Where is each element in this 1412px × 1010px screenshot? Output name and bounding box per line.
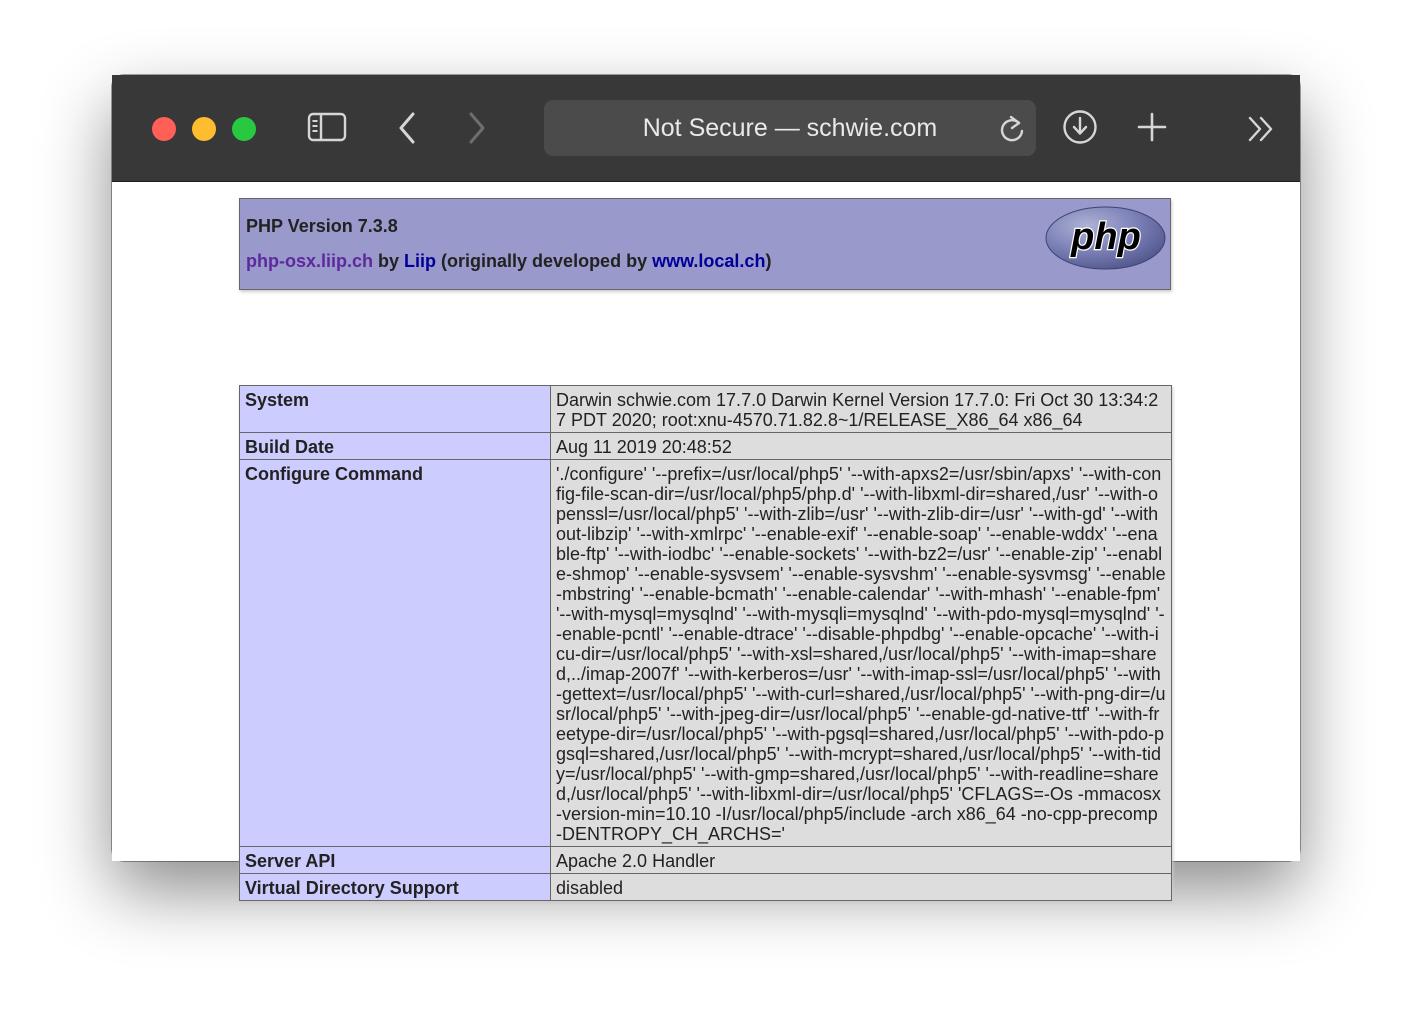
chevron-right-icon[interactable] xyxy=(466,111,488,145)
info-table xyxy=(239,385,1172,901)
plus-icon[interactable] xyxy=(1137,112,1167,142)
chevron-left-icon[interactable] xyxy=(396,111,418,145)
sidebar-icon[interactable] xyxy=(307,111,347,143)
svg-text:php: php xyxy=(1071,216,1141,258)
row-value: './configure' '--prefix=/usr/local/php5' '--with-apxs2=/usr/sbin/apxs' '--with-config-file-scan-dir=/usr/local/php5/php.d' '--with-libxml-dir=shared,/usr' '--with-openssl=/usr/local/php5' '--with-zlib=/usr' '--with-zlib-dir=/usr' '--with-gd' '--without-libzip' '--with-xmlrpc' '--enable-exif' '--enable-soap' '--enable-wddx' '--enable-ftp' '--with-iodbc' '--enable-sockets' '--with-bz2=/usr' '--enable-zip' '--enable-shmop' '--enable-sysvsem' '--enable-sysvshm' '--enable-sysvmsg' '--enable-mbstring' '--enable-bcmath' '--enable-calendar' '--with-mhash' '--enable-fpm' '--with-mysql=mysqlnd' '--with-mysqli=mysqlnd' '--with-pdo-mysql=mysqlnd' '--enable-pcntl' '--enable-dtrace' '--disable-phpdbg' '--enable-opcache' '--with-icu-dir=/usr/local/php5' '--with-xsl=shared,/usr/local/php5' '--with-imap=shared,../imap-2007f' '--with-kerberos=/usr' '--with-imap-ssl=/usr/local/php5' '--with-gettext=/usr/local/php5' '--with-curl=shared,/usr/local/php5' '--with-png-dir=/usr/local/php5' '--with-jpeg-dir=/usr/local/php5' '--enable-gd-native-ttf' '--with-freetype-dir=/usr/local/php5' '--with-pgsql=shared,/usr/local/php5' '--with-pdo-pgsql=shared,/usr/local/php5' '--with-mcrypt=shared,/usr/local/php5' '--with-tidy=/usr/local/php5' '--with-gmp=shared,/usr/local/php5' '--with-readline=shared,/usr/local/php5' '--with-libxml-dir=/usr/local/php5' 'CFLAGS=-Os -mmacosx-version-min=10.10 -I/usr/local/php5/include -arch x86_64 -no-cpp-precomp -DENTROPY_CH_ARCHS=' xyxy=(551,460,1172,847)
row-value: Aug 11 2019 20:48:52 xyxy=(551,433,1172,460)
php-version-title: PHP Version 7.3.8 xyxy=(246,216,398,236)
row-key: Server API xyxy=(240,847,551,874)
php-osx-link[interactable]: php-osx.liip.ch xyxy=(246,251,374,271)
phpinfo-header xyxy=(239,198,1171,290)
row-key: System xyxy=(240,386,551,433)
credit-by-text: by xyxy=(373,251,405,271)
credits-line xyxy=(246,251,771,272)
row-key: Configure Command xyxy=(240,460,551,847)
browser-toolbar xyxy=(112,75,1300,182)
credit-orig-suffix: ) xyxy=(765,251,772,271)
liip-link[interactable]: Liip xyxy=(404,251,437,271)
address-text[interactable]: Not Secure — schwie.com xyxy=(642,114,938,142)
reload-icon[interactable] xyxy=(998,114,1026,144)
table-row xyxy=(240,386,1172,433)
table-row xyxy=(240,847,1172,874)
address-bar[interactable] xyxy=(544,100,1036,156)
row-value: Apache 2.0 Handler xyxy=(551,847,1172,874)
table-row xyxy=(240,460,1172,847)
local-ch-link[interactable]: www.local.ch xyxy=(652,251,766,271)
row-value: disabled xyxy=(551,874,1172,901)
table-row xyxy=(240,874,1172,901)
row-key: Virtual Directory Support xyxy=(240,874,551,901)
row-key: Build Date xyxy=(240,433,551,460)
row-value: Darwin schwie.com 17.7.0 Darwin Kernel Version 17.7.0: Fri Oct 30 13:34:27 PDT 2020; root:xnu-4570.71.82.8~1/RELEASE_X86_64 x86_64 xyxy=(551,386,1172,433)
close-window-button[interactable] xyxy=(152,117,176,141)
minimize-window-button[interactable] xyxy=(192,117,216,141)
table-row xyxy=(240,433,1172,460)
double-chevron-right-icon[interactable] xyxy=(1246,115,1276,143)
php-logo xyxy=(1045,206,1166,270)
browser-window xyxy=(112,75,1300,898)
download-icon[interactable] xyxy=(1062,109,1098,145)
page-content xyxy=(112,182,1300,898)
credit-orig-prefix: (originally developed by xyxy=(436,251,653,271)
zoom-window-button[interactable] xyxy=(232,117,256,141)
